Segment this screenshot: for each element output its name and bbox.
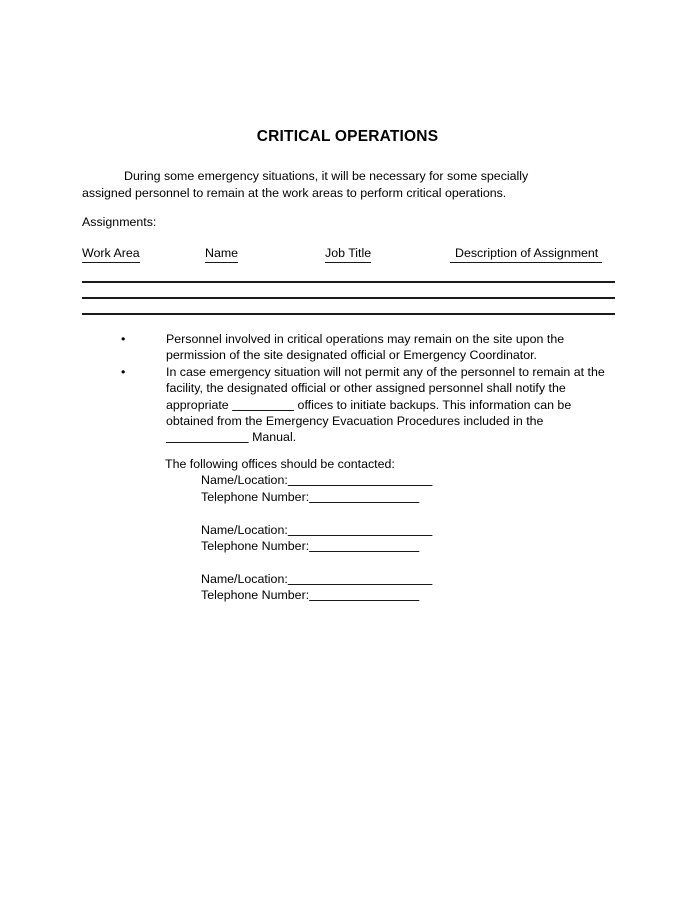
list-item-text-segment: Manual. (248, 430, 297, 445)
list-item-text (166, 364, 618, 446)
table-blank-row (82, 313, 615, 315)
contact-entry (165, 472, 585, 505)
fill-in-blank-offices[interactable] (232, 398, 294, 412)
list-item (118, 364, 618, 446)
contact-telephone-input[interactable] (309, 588, 419, 602)
contact-telephone-line (201, 587, 585, 603)
contact-telephone-label: Telephone Number: (201, 539, 310, 554)
contact-name-location-label: Name/Location: (201, 522, 288, 537)
contact-entry (165, 522, 585, 555)
contact-telephone-input[interactable] (309, 539, 419, 553)
intro-paragraph: During some emergency situations, it will be necessary for some specially assigned personnel to remain at the work areas to perform critical operations. (82, 169, 529, 200)
column-header-job-title: Job Title (325, 246, 371, 263)
assignments-label: Assignments: (82, 215, 157, 229)
contact-name-location-label: Name/Location: (201, 571, 288, 586)
bullet-dot-icon: • (121, 364, 126, 379)
contact-name-location-input[interactable] (288, 572, 433, 586)
contact-name-location-line (201, 522, 585, 538)
column-header-work-area: Work Area (82, 246, 140, 263)
fill-in-blank-manual[interactable] (166, 430, 249, 444)
page-title: CRITICAL OPERATIONS (256, 128, 439, 145)
list-item (118, 331, 618, 364)
table-blank-row (82, 281, 615, 283)
contact-name-location-input[interactable] (288, 473, 433, 487)
contact-telephone-label: Telephone Number: (201, 489, 310, 504)
assignments-table-header (82, 246, 615, 266)
table-blank-row (82, 297, 615, 299)
contact-name-location-line (201, 571, 585, 587)
list-item-text-segment: In case emergency situation will not permit any of the personnel to remain at the facility, the designated official or other assigned personnel shall notify the appropriate (166, 364, 605, 412)
contact-name-location-line (201, 472, 585, 488)
bullet-dot-icon: • (121, 332, 126, 346)
contact-telephone-label: Telephone Number: (201, 588, 310, 603)
list-item-text-segment: offices to initiate backups. This information can be obtained from the Emergency Evacuation Procedures included in the (166, 397, 572, 429)
contact-telephone-line (201, 538, 585, 554)
contact-telephone-input[interactable] (309, 490, 419, 504)
contact-name-location-label: Name/Location: (201, 473, 288, 488)
bullet-list (118, 331, 618, 446)
list-item-text: Personnel involved in critical operations may remain on the site upon the permission of the site designated official or Emergency Coordinator. (166, 332, 565, 363)
contact-telephone-line (201, 489, 585, 505)
column-header-name: Name (205, 246, 238, 263)
contacts-block (165, 456, 585, 604)
contact-entry (165, 571, 585, 604)
column-header-description-of-assignment: Description of Assignment (450, 246, 602, 263)
contacts-heading: The following offices should be contacted: (165, 457, 395, 471)
contact-name-location-input[interactable] (288, 523, 433, 537)
